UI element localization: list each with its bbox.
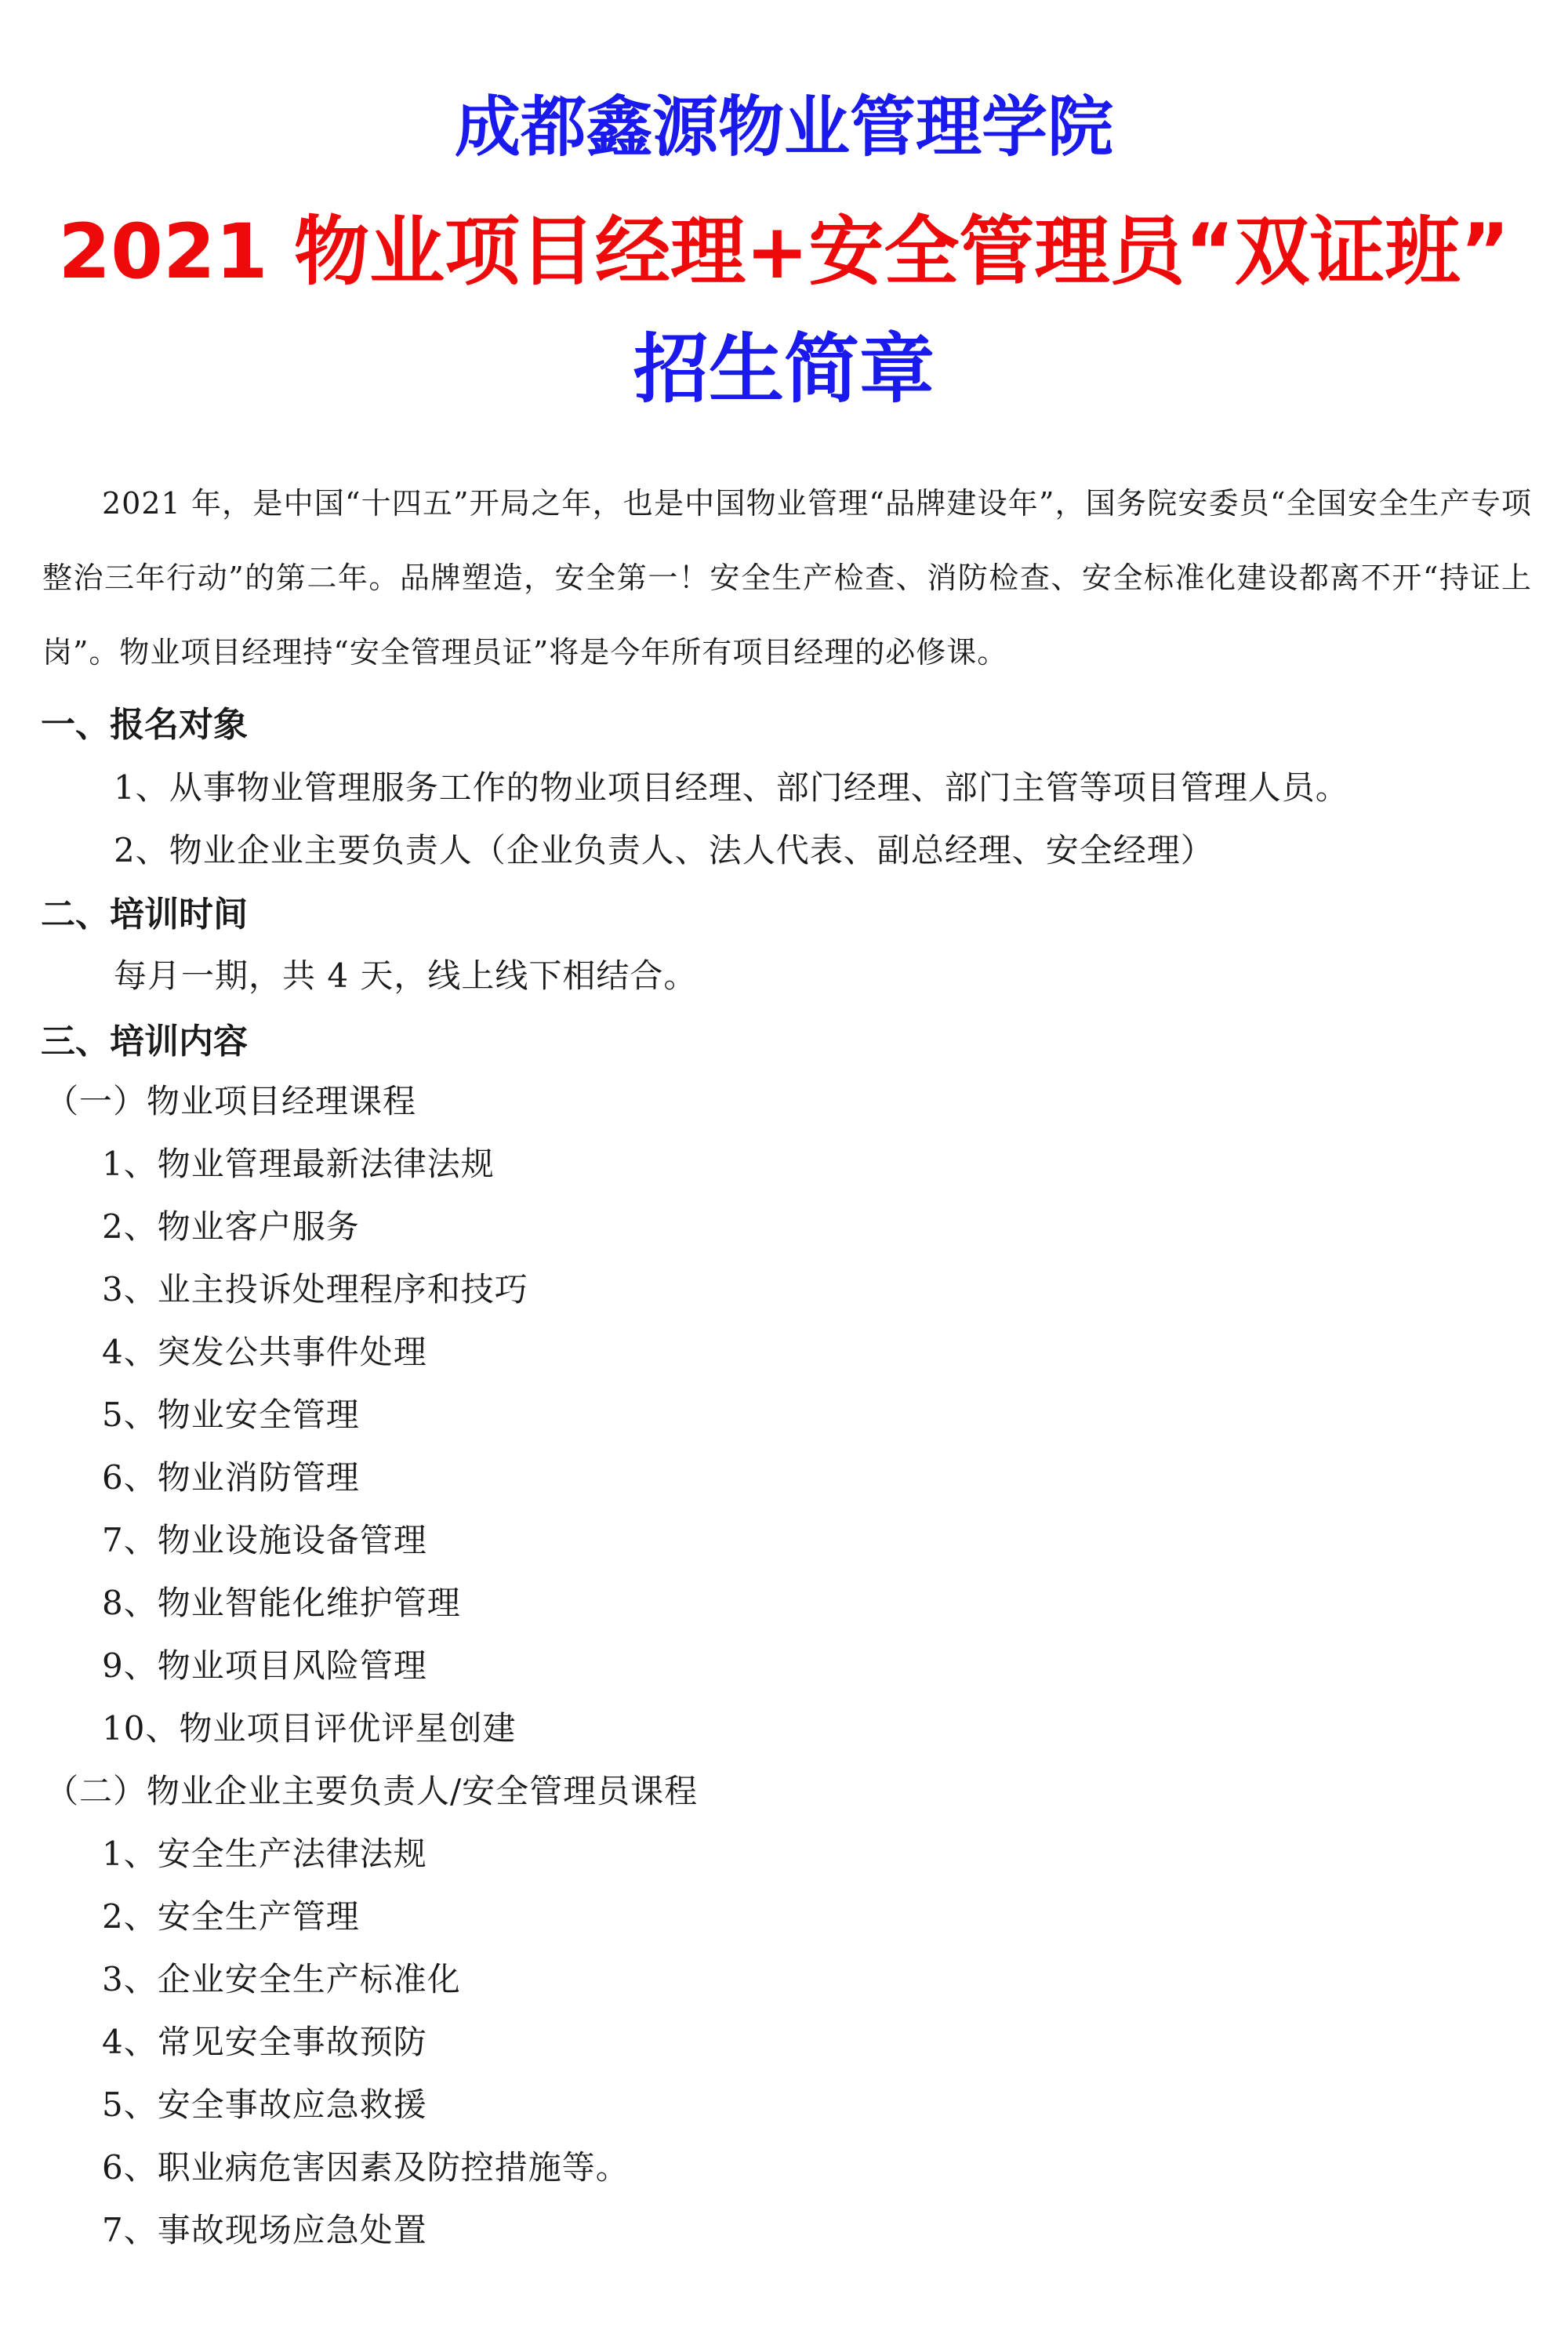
course-1-item: 5、物业安全管理 <box>102 1396 360 1434</box>
program-title: 2021 物业项目经理+安全管理员“双证班” <box>58 208 1510 296</box>
training-time-text: 每月一期，共 4 天，线上线下相结合。 <box>114 956 698 995</box>
course-1-item: 3、业主投诉处理程序和技巧 <box>102 1270 528 1308</box>
document-type-title: 招生简章 <box>633 325 935 413</box>
course-1-item: 10、物业项目评优评星创建 <box>102 1709 517 1748</box>
course-2-item: 5、安全事故应急救援 <box>102 2085 427 2124</box>
course-1-item: 6、物业消防管理 <box>102 1458 360 1497</box>
section-training-time-heading: 二、培训时间 <box>41 895 248 935</box>
course-1-item: 7、物业设施设备管理 <box>102 1521 427 1559</box>
enrollment-item: 2、物业企业主要负责人（企业负责人、法人代表、副总经理、安全经理） <box>114 831 1214 869</box>
course-1-item: 9、物业项目风险管理 <box>102 1646 427 1685</box>
course-1-item: 8、物业智能化维护管理 <box>102 1584 461 1622</box>
section-training-content-heading: 三、培训内容 <box>41 1022 248 1062</box>
school-title: 成都鑫源物业管理学院 <box>454 89 1113 165</box>
course-2-item: 2、安全生产管理 <box>102 1897 360 1936</box>
course-2-item: 6、职业病危害因素及防控措施等。 <box>102 2148 630 2187</box>
course-1-item: 4、突发公共事件处理 <box>102 1333 427 1371</box>
course-2-title: （二）物业企业主要负责人/安全管理员课程 <box>45 1772 699 1810</box>
course-1-title: （一）物业项目经理课程 <box>45 1082 417 1120</box>
course-1-item: 1、物业管理最新法律法规 <box>102 1145 495 1183</box>
course-1-item: 2、物业客户服务 <box>102 1207 360 1246</box>
course-2-item: 1、安全生产法律法规 <box>102 1835 427 1873</box>
course-2-item: 3、企业安全生产标准化 <box>102 1960 461 1998</box>
enrollment-item: 1、从事物业管理服务工作的物业项目经理、部门经理、部门主管等项目管理人员。 <box>114 768 1349 807</box>
course-2-item: 7、事故现场应急处置 <box>102 2211 427 2249</box>
intro-paragraph: 2021 年，是中国“十四五”开局之年，也是中国物业管理“品牌建设年”，国务院安委员“全国安全生产专项整治三年行动”的第二年。品牌塑造，安全第一！安全生产检查、消防检查、安全标准化建设都离不开“持证上岗”。物业项目经理持“安全管理员证”将是今年所有项目经理的必修课。 <box>42 486 1532 670</box>
section-enrollment-heading: 一、报名对象 <box>41 705 248 745</box>
course-2-item: 4、常见安全事故预防 <box>102 2023 427 2061</box>
